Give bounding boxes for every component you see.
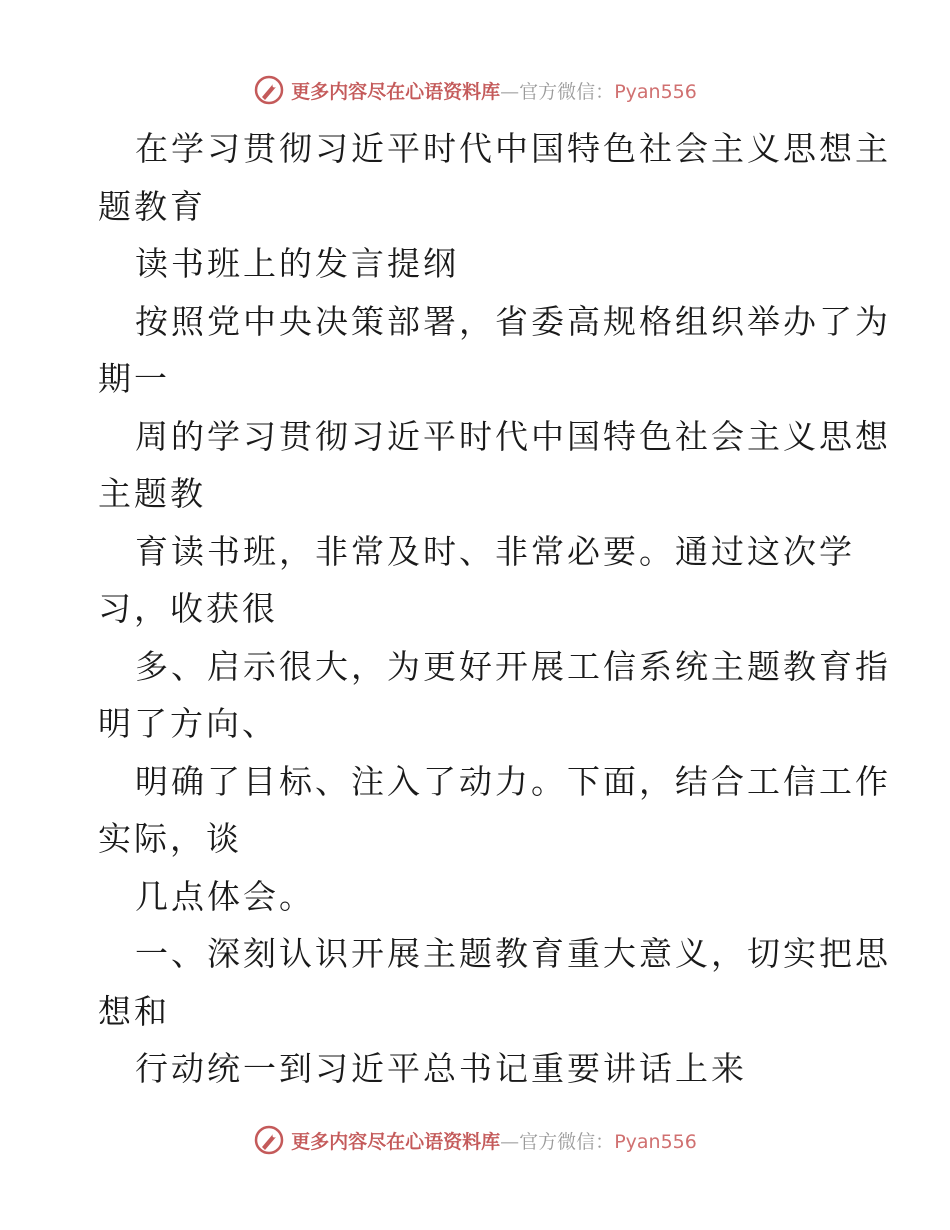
text-line: 明了方向、	[98, 704, 278, 743]
text-line: 题教育	[98, 186, 206, 226]
text-line: 想和	[98, 991, 170, 1031]
text-line: 一、深刻认识开展主题教育重大意义，切实把思	[135, 934, 891, 973]
text-line: 明确了目标、注入了动力。下面，结合工信工作	[135, 761, 891, 801]
text-line: 主题教	[98, 474, 206, 513]
text-line: 多、启示很大，为更好开展工信系统主题教育指	[135, 646, 891, 686]
text-line: 期一	[98, 359, 170, 398]
text-line: 按照党中央决策部署，省委高规格组织举办了为	[135, 301, 891, 341]
pen-nib-logo-icon	[253, 1124, 285, 1156]
watermark-text: 更多内容尽在心语资料库—官方微信：Pyan556	[291, 1130, 697, 1153]
text-line: 实际，谈	[98, 819, 242, 858]
pen-nib-logo-icon	[253, 74, 285, 106]
footer-watermark-banner	[0, 1120, 950, 1160]
watermark-text: 更多内容尽在心语资料库—官方微信：Pyan556	[291, 80, 697, 103]
text-line: 读书班上的发言提纲	[135, 244, 459, 283]
text-line: 周的学习贯彻习近平时代中国特色社会主义思想	[135, 416, 891, 456]
header-watermark-banner	[0, 70, 950, 110]
text-line: 在学习贯彻习近平时代中国特色社会主义思想主	[135, 129, 891, 168]
text-line: 行动统一到习近平总书记重要讲话上来	[135, 1049, 747, 1088]
text-line: 几点体会。	[135, 876, 315, 916]
document-body	[98, 120, 891, 1098]
text-line: 习，收获很	[98, 589, 278, 628]
text-line: 育读书班，非常及时、非常必要。通过这次学	[135, 531, 855, 571]
